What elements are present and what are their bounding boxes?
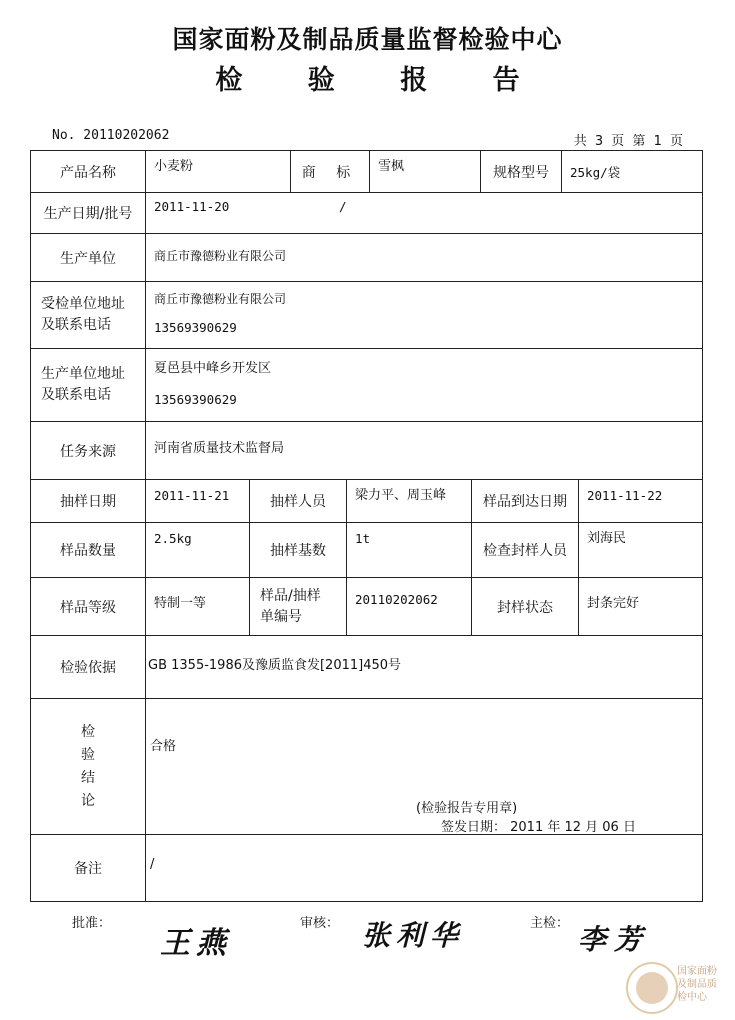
page-total-label: 共 [573, 134, 589, 149]
inspected-name: 商丘市豫德粉业有限公司 [154, 292, 287, 306]
spec-label: 规格型号 [480, 150, 562, 193]
task-label: 任务来源 [30, 421, 146, 480]
producer-label: 生产单位 [30, 233, 146, 282]
review-label: 审核： [300, 916, 340, 931]
producer-value: 商丘市豫德粉业有限公司 [145, 233, 703, 282]
sealer-label: 检查封样人员 [471, 522, 579, 578]
inspected-phone: 13569390629 [154, 320, 237, 335]
sample-no-label [249, 577, 347, 636]
brand-value: 雪枫 [369, 150, 481, 193]
batch-value: / [339, 199, 347, 214]
page-current-label: 页 第 [611, 134, 648, 149]
basis-value: GB 1355-1986及豫质监食发[2011]450号 [145, 635, 703, 699]
task-value: 河南省质量技术监督局 [145, 421, 703, 480]
sample-no-value: 20110202062 [346, 577, 472, 636]
seal-value: 封条完好 [578, 577, 703, 636]
sampler-label: 抽样人员 [249, 479, 347, 523]
date-value: 2011-11-20 [154, 199, 230, 214]
inspected-label [30, 281, 146, 349]
date-cell [145, 192, 703, 234]
issue-date: 签发日期： 2011 年 12 月 06 日 [441, 820, 636, 835]
grade-label: 样品等级 [30, 577, 146, 636]
conclusion-value: 合格 [150, 739, 177, 754]
approve-signature: 王燕 [160, 926, 232, 961]
base-label: 抽样基数 [249, 522, 347, 578]
prod-addr-label-line1: 生产单位地址 [41, 366, 125, 382]
conclusion-label-char1: 检 [81, 723, 95, 740]
arrival-label: 样品到达日期 [471, 479, 579, 523]
sample-no-label-line1: 样品/抽样 [260, 587, 321, 604]
remark-label: 备注 [30, 834, 146, 902]
page-suffix: 页 [669, 134, 685, 149]
qty-value: 2.5kg [145, 522, 250, 578]
approve-label: 批准： [72, 916, 112, 931]
page-total: 3 [594, 134, 606, 149]
stamp-note: (检验报告专用章) [416, 801, 518, 816]
sampling-date-value: 2011-11-21 [145, 479, 250, 523]
product-name-value: 小麦粉 [145, 150, 291, 193]
inspected-label-line2: 及联系电话 [41, 317, 111, 333]
conclusion-label-char4: 论 [81, 792, 95, 809]
remark-value: / [145, 834, 703, 902]
main-label: 主检： [530, 916, 570, 931]
sampling-date-label: 抽样日期 [30, 479, 146, 523]
logo-text [677, 965, 729, 1004]
prod-addr-cell [145, 348, 703, 422]
report-number: No. 20110202062 [52, 128, 170, 143]
inspected-value-cell [145, 281, 703, 349]
prod-addr-value: 夏邑县中峰乡开发区 [154, 361, 272, 376]
qty-label: 样品数量 [30, 522, 146, 578]
review-signature: 张利华 [362, 919, 465, 952]
logo-text-line3: 检中心 [677, 992, 707, 1003]
sampler-value: 梁力平、周玉峰 [346, 479, 472, 523]
report-title: 检 验 报 告 [215, 65, 548, 96]
prod-addr-label-line2: 及联系电话 [41, 387, 111, 403]
center-logo-icon [626, 962, 678, 1014]
conclusion-label [30, 698, 146, 835]
seal-label: 封样状态 [471, 577, 579, 636]
main-signature: 李芳 [578, 923, 651, 956]
brand-label: 商 标 [290, 150, 370, 193]
conclusion-label-char2: 验 [81, 746, 95, 763]
product-name-label: 产品名称 [30, 150, 146, 193]
prod-phone-value: 13569390629 [154, 392, 237, 407]
conclusion-cell [145, 698, 703, 835]
grade-value: 特制一等 [145, 577, 250, 636]
spec-value: 25kg/袋 [561, 150, 703, 193]
sample-no-label-line2: 单编号 [260, 608, 302, 625]
base-value: 1t [346, 522, 472, 578]
prod-addr-label [30, 348, 146, 422]
date-label: 生产日期/批号 [30, 192, 146, 234]
logo-text-line1: 国家面粉 [677, 966, 717, 977]
page-info [574, 130, 685, 149]
sealer-value: 刘海民 [578, 522, 703, 578]
inspected-label-line1: 受检单位地址 [41, 296, 125, 312]
arrival-value: 2011-11-22 [578, 479, 703, 523]
basis-label: 检验依据 [30, 635, 146, 699]
page-current: 1 [653, 134, 664, 149]
logo-text-line2: 及制品质 [677, 979, 717, 990]
conclusion-label-char3: 结 [81, 769, 95, 786]
org-title: 国家面粉及制品质量监督检验中心 [172, 25, 563, 54]
